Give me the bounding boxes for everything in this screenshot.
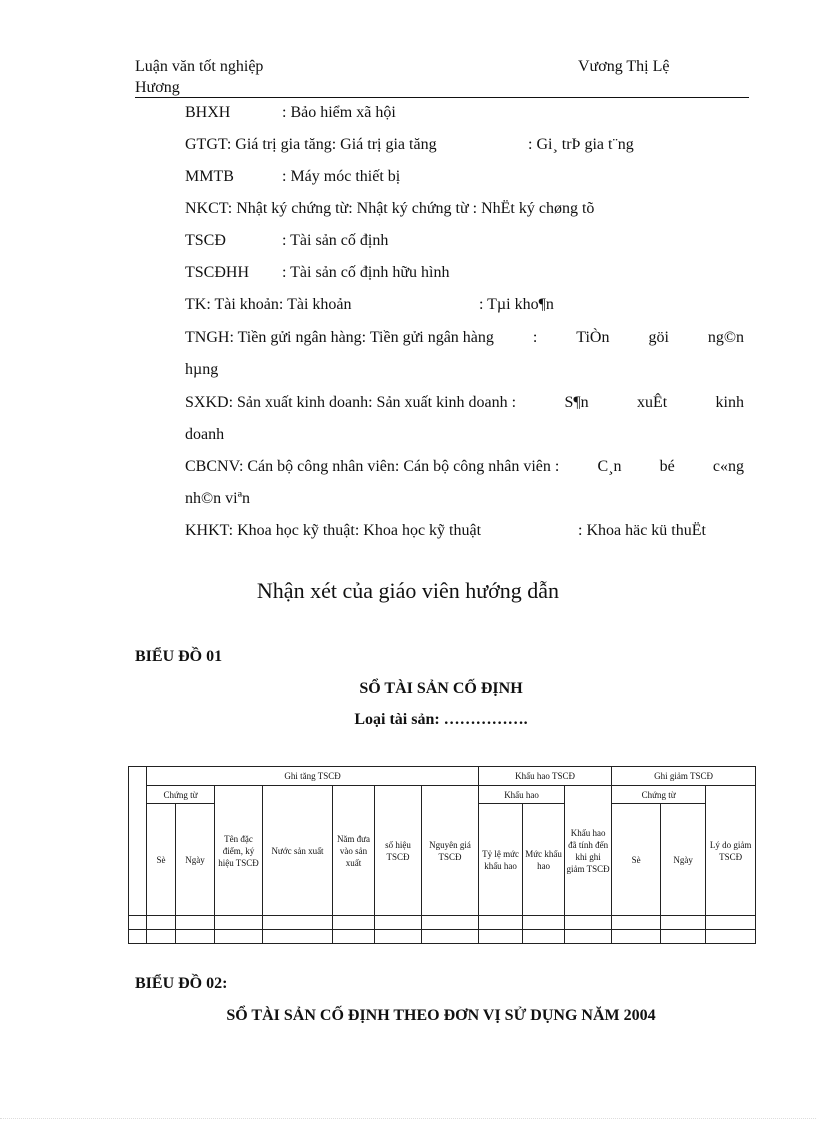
abbr-meaning: : Tài sản cố định hữu hình — [282, 264, 450, 281]
col-nam: Năm đưa vào sản xuất — [333, 786, 375, 916]
col-sohieu: số hiệu TSCĐ — [375, 786, 422, 916]
header-rule — [135, 97, 749, 98]
abbr-tscdhh — [185, 263, 450, 283]
col-tyle: Tỷ lệ mức khấu hao — [479, 804, 523, 916]
abbr-meaning: : Khoa häc kü thuËt — [578, 522, 706, 539]
abbr-text: : — [532, 329, 538, 346]
abbr-mmtb — [185, 167, 401, 187]
abbr-text: kinh — [715, 394, 744, 411]
abbr-text: ng©n — [707, 329, 744, 346]
abbr-term: KHKT: Khoa học kỹ thuật: Khoa học kỹ thuật — [185, 522, 482, 539]
abbr-text: xuÊt — [636, 394, 668, 411]
chart2-label: BIỂU ĐỒ 02: — [135, 975, 228, 992]
abbr-gtgt — [185, 135, 634, 155]
header-increase: Ghi tăng TSCĐ — [147, 767, 479, 786]
header-depreciation: Khấu hao TSCĐ — [479, 767, 612, 786]
abbr-text: TiÒn — [576, 329, 610, 346]
abbr-text: S¶n — [564, 394, 589, 411]
abbr-meaning: : Máy móc thiết bị — [282, 168, 401, 185]
abbr-meaning: : Bảo hiểm xã hội — [282, 104, 396, 121]
col-nguyengia: Nguyên giá TSCĐ — [422, 786, 479, 916]
abbr-meaning: : Tµi kho¶n — [479, 296, 554, 313]
fixed-asset-ledger-table — [128, 766, 756, 944]
abbr-term: TSCĐ — [185, 232, 226, 249]
abbr-tk — [185, 295, 554, 315]
abbr-meaning: : Gi¸ trÞ gia t¨ng — [528, 136, 634, 153]
header-decrease: Ghi giảm TSCĐ — [612, 767, 756, 786]
abbr-term: BHXH — [185, 104, 231, 121]
col-nuoc: Nước sản xuất — [263, 786, 333, 916]
section-heading: Nhận xét của giáo viên hướng dẫn — [256, 578, 560, 603]
abbr-term: TSCĐHH — [185, 264, 250, 281]
col-lydo: Lý do giảm TSCĐ — [706, 786, 756, 916]
col-so-2: Sè — [612, 804, 661, 916]
abbr-term: NKCT: Nhật ký chứng từ: Nhật ký chứng từ : NhËt ký chøng tõ — [185, 200, 595, 217]
col-so: Sè — [147, 804, 176, 916]
col-ngay-2: Ngày — [661, 804, 706, 916]
table-row — [129, 916, 756, 930]
abbr-tngh — [185, 328, 744, 348]
chart2-title: SỔ TÀI SẢN CỐ ĐỊNH THEO ĐƠN VỊ SỬ DỤNG NĂM 2004 — [226, 1007, 656, 1024]
chart1-subtitle: Loại tài sản: ……………. — [354, 711, 528, 728]
abbr-tngh-cont: hµng — [185, 361, 219, 378]
chart1-label: BIỂU ĐỒ 01 — [135, 648, 223, 665]
header-depr-sub: Khấu hao — [479, 786, 565, 804]
abbr-text: CBCNV: Cán bộ công nhân viên: Cán bộ công nhân viên : — [185, 458, 560, 475]
abbr-nkct — [185, 199, 594, 219]
abbr-term: MMTB — [185, 168, 234, 185]
abbr-cbcnv-cont: nh©n viªn — [185, 490, 251, 507]
abbr-khkt — [185, 521, 706, 541]
abbr-term: GTGT: Giá trị gia tăng: Giá trị gia tăng — [185, 136, 437, 153]
chart1-title: SỔ TÀI SẢN CỐ ĐỊNH — [359, 680, 523, 697]
col-ten: Tên đặc điểm, ký hiệu TSCĐ — [215, 786, 263, 916]
abbr-text: SXKD: Sản xuất kinh doanh: Sản xuất kinh doanh : — [185, 394, 517, 411]
table-row — [129, 930, 756, 944]
table-cell — [129, 767, 147, 916]
abbr-bhxh — [185, 103, 396, 123]
abbr-sxkd-cont: doanh — [185, 426, 225, 443]
col-muc: Mức khấu hao — [523, 804, 565, 916]
abbr-cbcnv — [185, 457, 744, 477]
abbr-text: C¸n — [597, 458, 622, 475]
page-bottom-edge — [0, 1118, 816, 1119]
abbr-text: göi — [648, 329, 669, 346]
header-author-line1: Luận văn tốt nghiệp — [135, 58, 264, 75]
abbr-sxkd — [185, 393, 744, 413]
abbr-text: c«ng — [712, 458, 744, 475]
abbr-text: TNGH: Tiền gửi ngân hàng: Tiền gửi ngân hàng — [185, 329, 494, 346]
header-author-line2: Hương — [135, 79, 180, 96]
header-voucher-2: Chứng từ — [612, 786, 706, 804]
col-ngay: Ngày — [176, 804, 215, 916]
header-author-name: Vương Thị Lệ — [578, 58, 670, 75]
header-voucher: Chứng từ — [147, 786, 215, 804]
col-khauhaoda: Khấu hao đã tính đến khi ghi giảm TSCĐ — [565, 786, 612, 916]
abbr-tscd — [185, 231, 389, 251]
abbr-meaning: : Tài sản cố định — [282, 232, 389, 249]
abbr-text: bé — [659, 458, 675, 475]
abbr-term: TK: Tài khoản: Tài khoản — [185, 296, 352, 313]
